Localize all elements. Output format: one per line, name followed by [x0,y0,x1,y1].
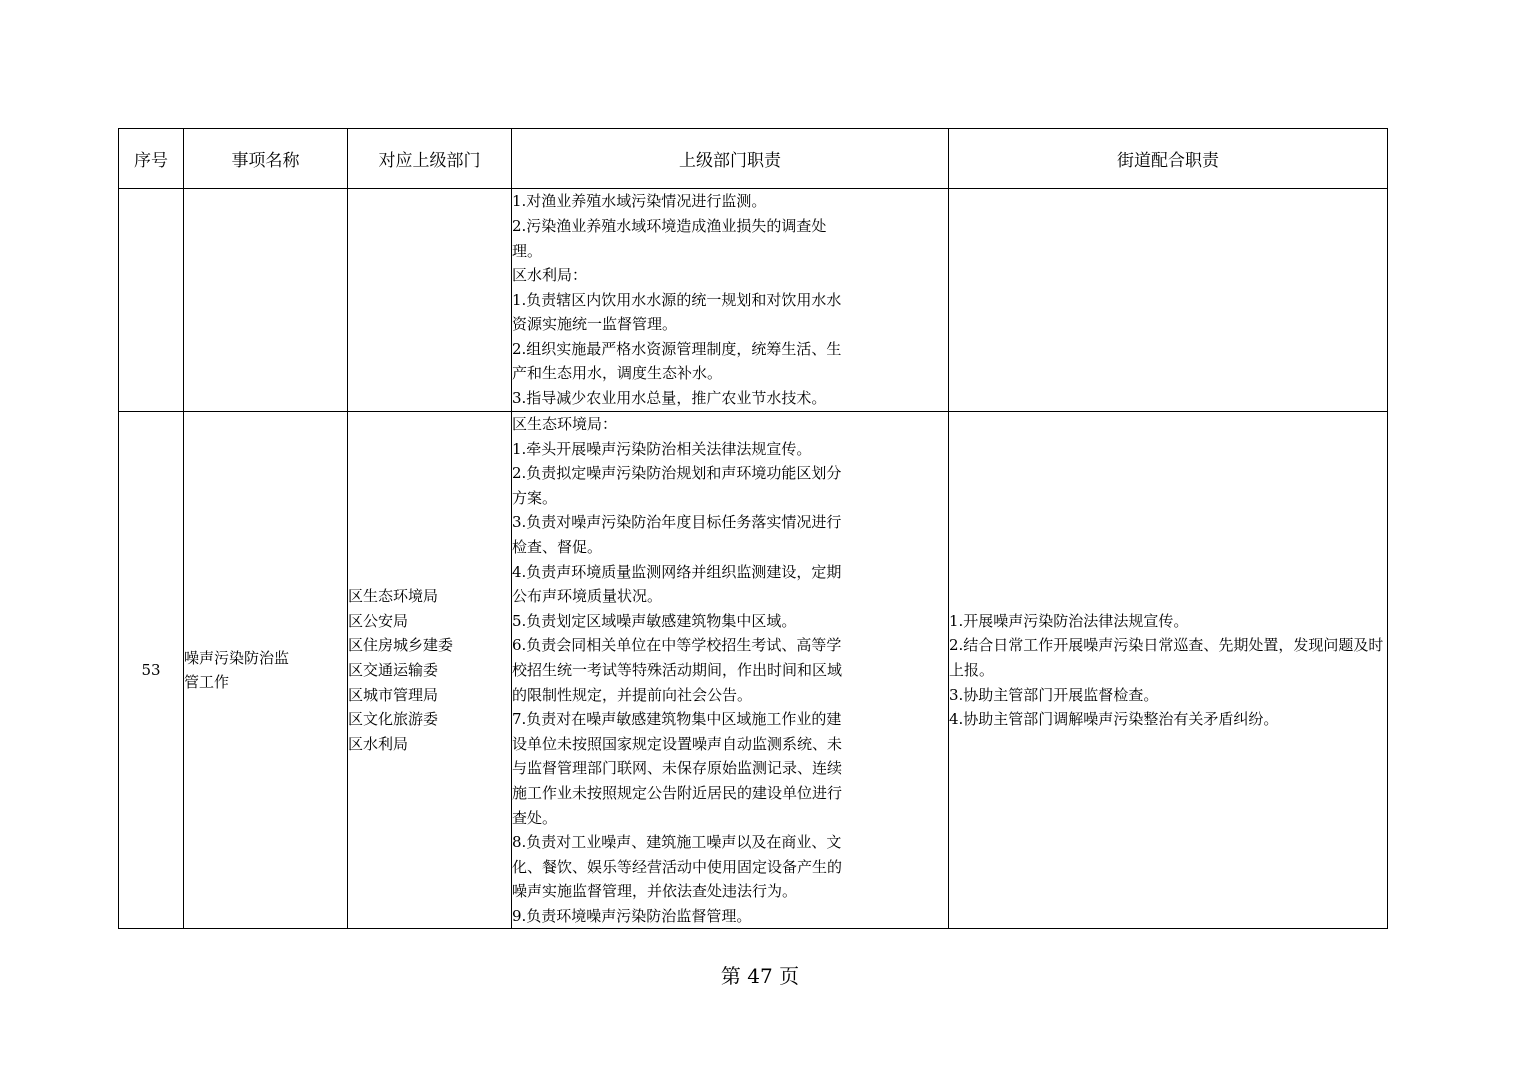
duty-line: 3.负责对噪声污染防治年度目标任务落实情况进行 [512,513,842,532]
duty-line: 8.负责对工业噪声、建筑施工噪声以及在商业、文 [512,833,842,852]
page-number: 第 47 页 [720,964,800,988]
duty-line: 资源实施统一监督管理。 [512,315,678,334]
duty-line: 1.牵头开展噪声污染防治相关法律法规宣传。 [512,439,812,458]
department-line: 区住房城乡建委 [348,636,454,655]
street-duty-item: 4.协助主管部门调解噪声污染整治有关矛盾纠纷。 [949,710,1279,729]
duty-line: 3.指导减少农业用水总量，推广农业节水技术。 [512,389,827,408]
table-row [119,189,1388,412]
street-duty-item: 1.开展噪声污染防治法律法规宣传。 [949,611,1189,630]
table-row [119,412,1388,929]
item-name-line: 管工作 [184,673,230,692]
duty-line: 理。 [512,241,543,260]
duty-line: 5.负责划定区域噪声敏感建筑物集中区域。 [512,611,797,630]
duty-line: 校招生统一考试等特殊活动期间，作出时间和区域 [512,660,843,679]
duty-line: 噪声实施监督管理，并依法查处违法行为。 [512,882,798,901]
street-duties-cell [949,412,1388,929]
header-item-name: 事项名称 [184,129,348,189]
duty-line: 检查、督促。 [512,537,603,556]
department-line: 区生态环境局 [348,587,439,606]
duty-line: 公布声环境质量状况。 [512,587,663,606]
department-line: 区水利局 [348,734,409,753]
duty-line: 与监督管理部门联网、未保存原始监测记录、连续 [512,759,843,778]
duty-line: 产和生态用水，调度生态补水。 [512,364,723,383]
duty-line: 4.负责声环境质量监测网络并组织监测建设，定期 [512,562,842,581]
duty-line: 查处。 [512,808,558,827]
duty-line: 1.负责辖区内饮用水水源的统一规划和对饮用水水 [512,290,842,309]
duty-line: 的限制性规定，并提前向社会公告。 [512,685,753,704]
serial-number-cell [119,189,184,412]
item-name-cell [184,412,348,929]
header-superior-duties: 上级部门职责 [512,129,949,189]
duty-line: 区水利局： [512,266,588,285]
header-serial-number: 序号 [119,129,184,189]
duty-line: 施工作业未按照规定公告附近居民的建设单位进行 [512,783,843,802]
header-street-duties: 街道配合职责 [949,129,1388,189]
serial-number-cell: 53 [119,412,184,929]
department-line: 区城市管理局 [348,685,439,704]
department-cell [348,189,512,412]
duty-line: 区生态环境局： [512,415,618,433]
item-name-line: 噪声污染防治监 [184,648,290,667]
department-line: 区文化旅游委 [348,710,439,729]
item-name-cell [184,189,348,412]
street-duties-cell [949,189,1388,412]
duty-line: 1.对渔业养殖水域污染情况进行监测。 [512,192,767,211]
table-header-row [119,129,1388,189]
duty-line: 9.负责环境噪声污染防治监督管理。 [512,906,752,925]
header-superior-department: 对应上级部门 [348,129,512,189]
street-duty-item: 2.结合日常工作开展噪声污染日常巡查、先期处置，发现问题及时上报。 [949,636,1384,679]
duty-line: 2.污染渔业养殖水域环境造成渔业损失的调查处 [512,216,827,235]
duty-line: 2.组织实施最严格水资源管理制度，统筹生活、生 [512,339,842,358]
street-duty-item: 3.协助主管部门开展监督检查。 [949,685,1159,704]
department-line: 区公安局 [348,611,409,630]
superior-duties-cell [512,189,949,412]
duty-line: 化、餐饮、娱乐等经营活动中使用固定设备产生的 [512,857,843,876]
duty-line: 方案。 [512,488,558,507]
duty-line: 6.负责会同相关单位在中等学校招生考试、高等学 [512,636,842,655]
department-cell [348,412,512,929]
duty-table [118,128,1388,929]
department-line: 区交通运输委 [348,660,439,679]
superior-duties-cell [512,412,949,929]
duty-line: 7.负责对在噪声敏感建筑物集中区域施工作业的建 [512,710,842,729]
duty-line: 2.负责拟定噪声污染防治规划和声环境功能区划分 [512,464,842,483]
duty-line: 设单位未按照国家规定设置噪声自动监测系统、未 [512,734,843,753]
